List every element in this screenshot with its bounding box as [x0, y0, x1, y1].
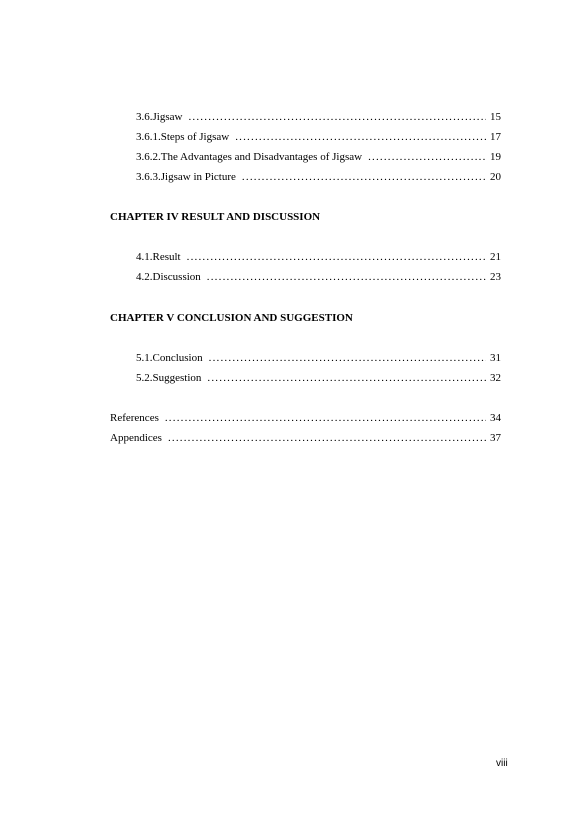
dot-leader	[187, 250, 486, 264]
toc-entry-number: 5.1.	[136, 352, 153, 364]
toc-entry-title: References	[110, 412, 159, 424]
toc-entry-page: 15	[490, 111, 501, 123]
toc-entry-title: The Advantages and Disadvantages of Jigsaw	[160, 151, 363, 163]
dot-leader	[207, 270, 486, 284]
toc-entry-3-6-1[interactable]	[136, 130, 501, 144]
toc-entry-number: 4.2.	[136, 271, 153, 283]
toc-entry-number: 3.6.1.	[136, 131, 161, 143]
toc-entry-title: Conclusion	[152, 352, 203, 364]
dot-leader	[188, 110, 486, 124]
toc-entry-title: Discussion	[152, 271, 201, 283]
toc-entry-title: Result	[152, 251, 181, 263]
toc-entry-3-6-3[interactable]	[136, 170, 501, 184]
toc-entry-5-1[interactable]	[136, 351, 501, 365]
dot-leader	[207, 371, 486, 385]
page-number: viii	[496, 758, 508, 769]
dot-leader	[235, 130, 486, 144]
toc-entry-5-2[interactable]	[136, 371, 501, 385]
toc-entry-number: 5.2.	[136, 372, 153, 384]
toc-entry-page: 17	[490, 131, 501, 143]
chapter-5-heading[interactable]: CHAPTER V CONCLUSION AND SUGGESTION	[110, 312, 353, 324]
dot-leader	[209, 351, 486, 365]
toc-entry-4-1[interactable]	[136, 250, 501, 264]
toc-entry-page: 32	[490, 372, 501, 384]
dot-leader	[242, 170, 486, 184]
chapter-4-heading[interactable]: CHAPTER IV RESULT AND DISCUSSION	[110, 211, 321, 223]
toc-entry-3-6-2[interactable]	[136, 150, 501, 164]
toc-entry-page: 31	[490, 352, 501, 364]
toc-entry-number: 3.6.	[136, 111, 153, 123]
toc-entry-page: 23	[490, 271, 501, 283]
dot-leader	[368, 150, 486, 164]
toc-entry-page: 19	[490, 151, 501, 163]
dot-leader	[165, 411, 486, 425]
toc-entry-number: 3.6.3.	[136, 171, 161, 183]
toc-entry-title: Suggestion	[152, 372, 202, 384]
dot-leader	[168, 431, 486, 445]
toc-entry-page: 20	[490, 171, 501, 183]
toc-entry-title: Jigsaw	[152, 111, 183, 123]
toc-entry-number: 3.6.2.	[136, 151, 161, 163]
toc-entry-title: Appendices	[110, 432, 162, 444]
toc-entry-page: 37	[490, 432, 501, 444]
toc-entry-4-2[interactable]	[136, 270, 501, 284]
toc-entry-title: Jigsaw in Picture	[160, 171, 236, 183]
toc-entry-page: 34	[490, 412, 501, 424]
toc-entry-references[interactable]	[110, 411, 501, 425]
toc-entry-appendices[interactable]	[110, 431, 501, 445]
toc-entry-title: Steps of Jigsaw	[160, 131, 230, 143]
toc-entry-number: 4.1.	[136, 251, 153, 263]
toc-entry-3-6[interactable]	[136, 110, 501, 124]
toc-entry-page: 21	[490, 251, 501, 263]
